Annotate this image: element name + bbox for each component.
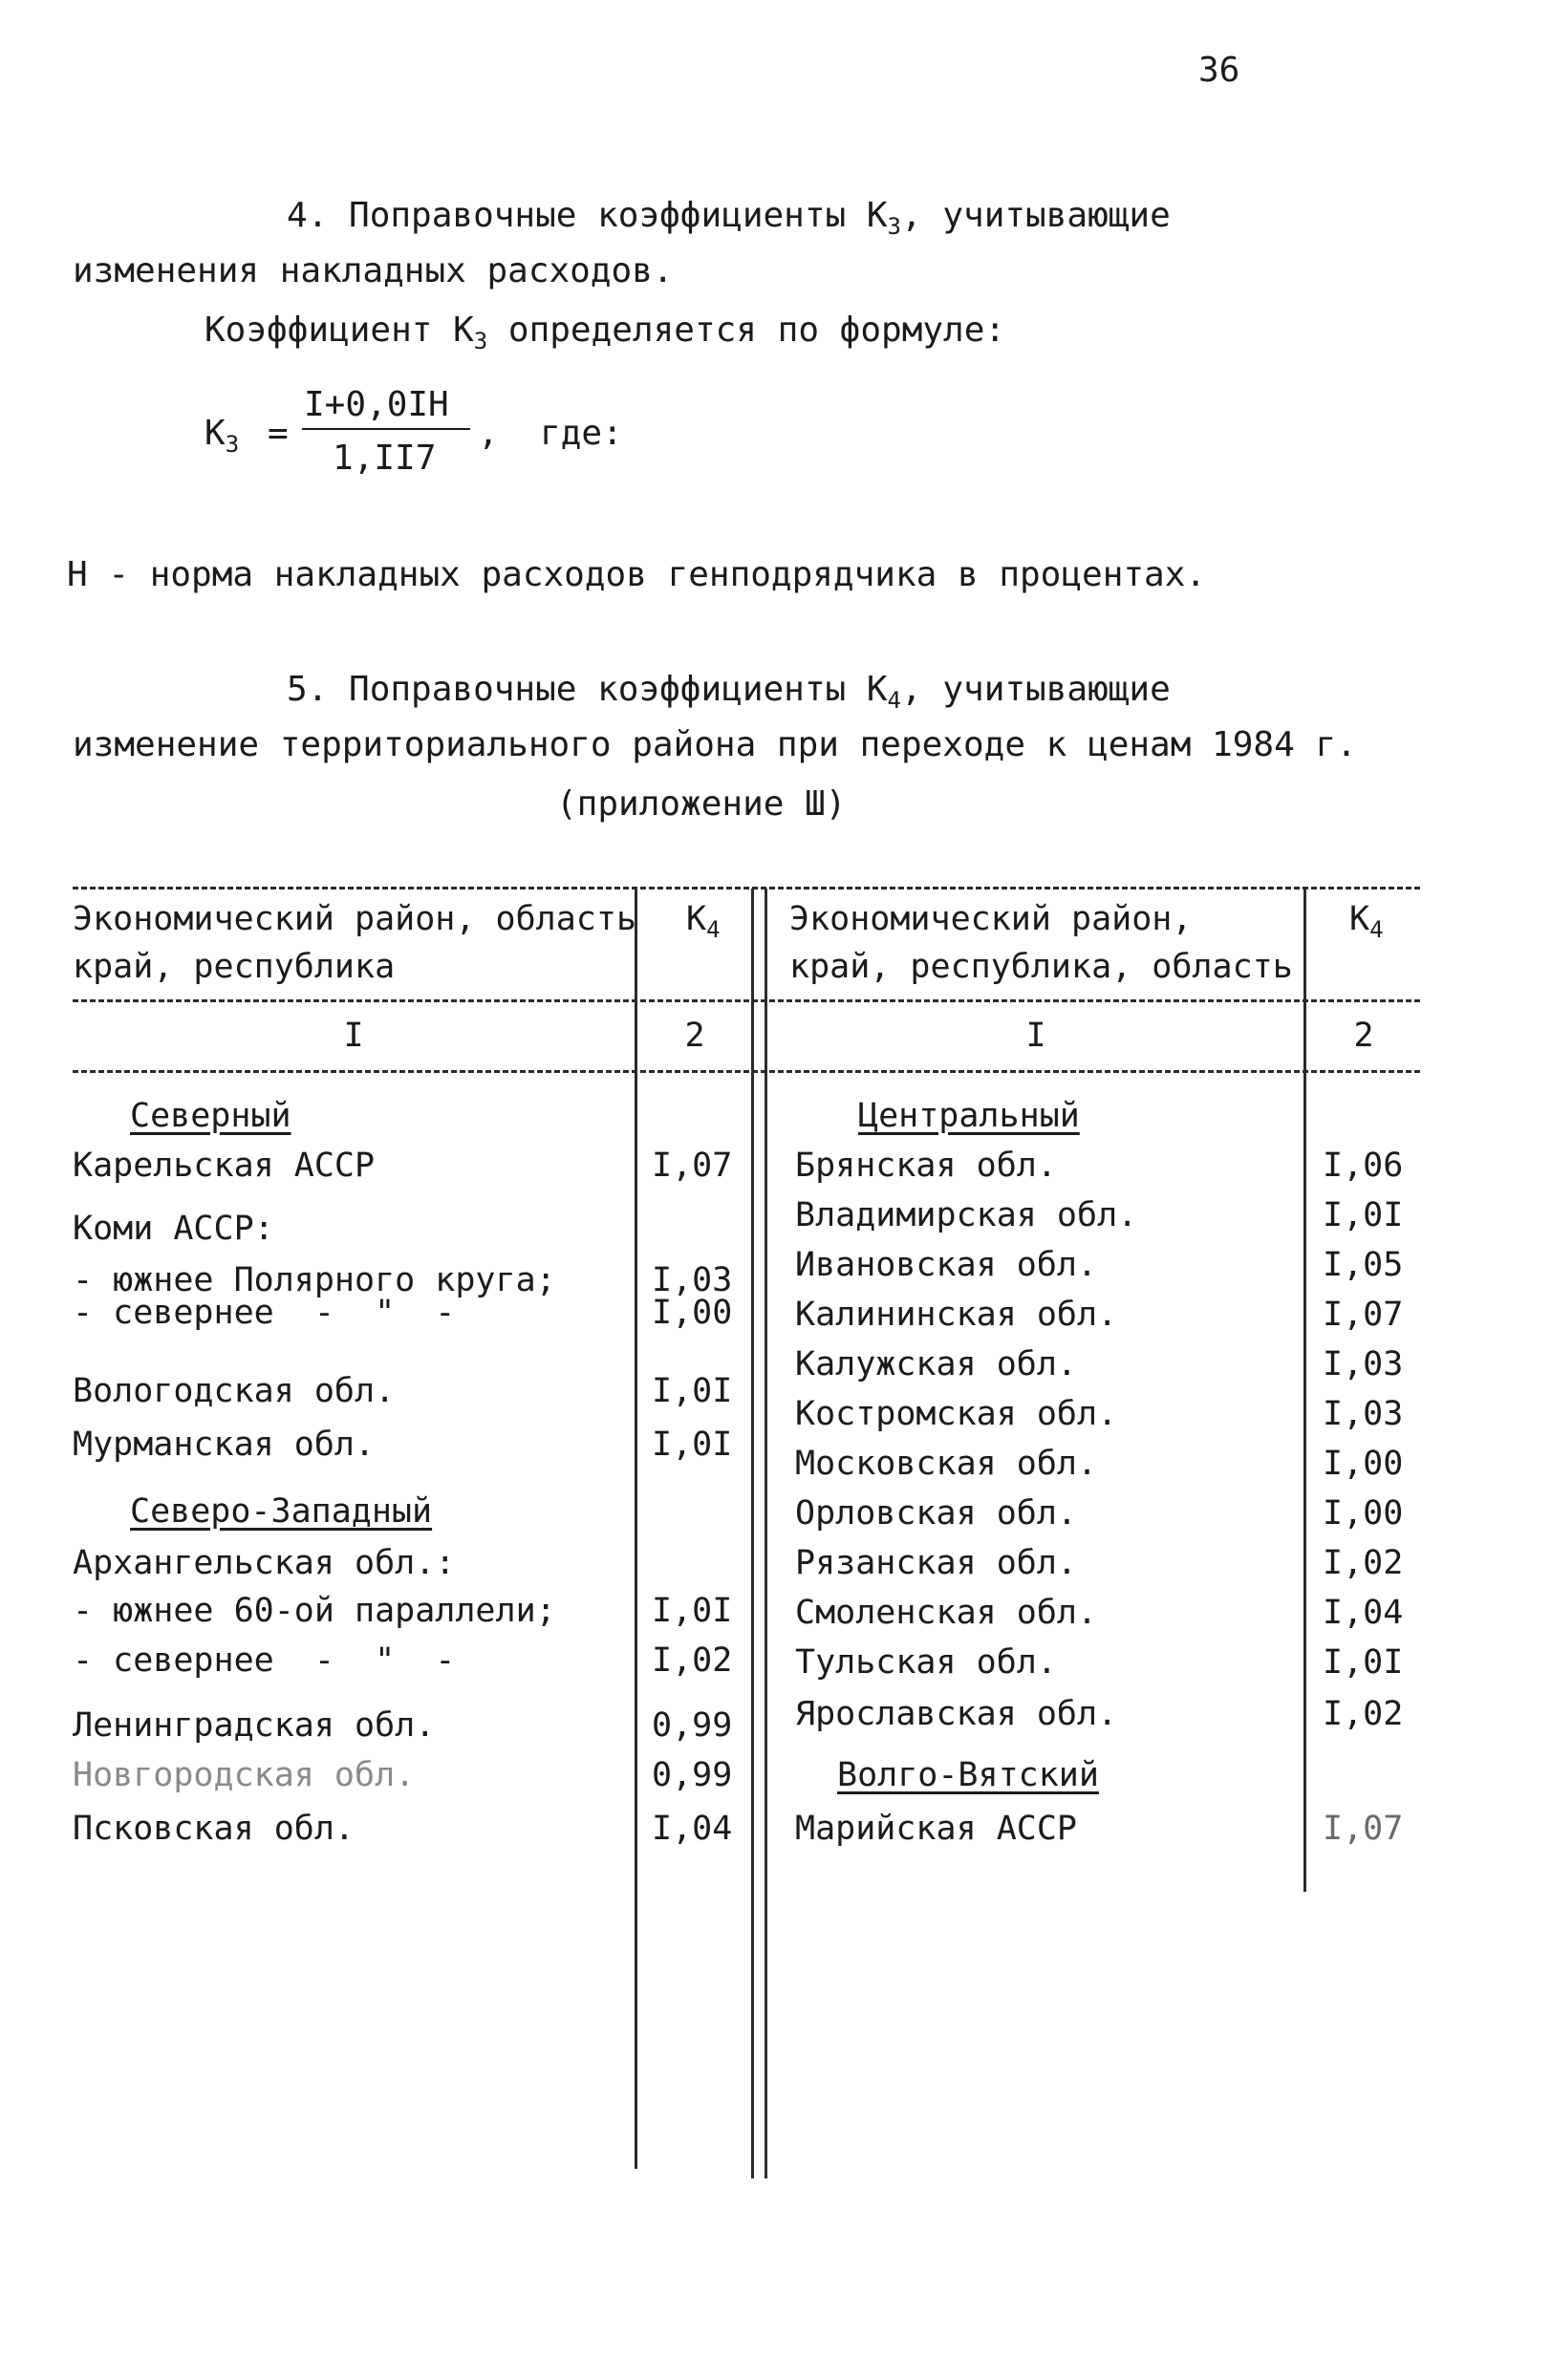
table-top-rule <box>73 887 1420 890</box>
right-row-name: Орловская обл. <box>795 1494 1078 1533</box>
section5-heading-tail: , учитывающие <box>901 670 1171 709</box>
left-row-value: I,0I <box>652 1592 733 1630</box>
left-row-name: Ленинградская обл. <box>73 1706 436 1745</box>
right-row-value: I,06 <box>1323 1147 1404 1185</box>
left-row-value: 0,99 <box>652 1756 733 1794</box>
left-row-value: I,04 <box>652 1810 733 1848</box>
left-row-name: Мурманская обл. <box>73 1426 376 1464</box>
page-number: 36 <box>1198 51 1240 90</box>
right-row-value: I,04 <box>1323 1594 1404 1632</box>
right-region-heading: Центральный <box>858 1097 1080 1135</box>
right-header-col1-line2: край, республика, область <box>789 948 1293 986</box>
colnum-2: 2 <box>684 1017 705 1055</box>
right-header-col1-line1: Экономический район, <box>789 900 1193 938</box>
left-row-value: I,07 <box>652 1147 733 1185</box>
right-value-divider <box>1303 889 1306 1892</box>
left-row-name: Вологодская обл. <box>73 1372 396 1410</box>
left-row-name: Псковская обл. <box>73 1810 355 1848</box>
right-row-name: Тульская обл. <box>795 1643 1057 1682</box>
left-row-name: - южнее 60-ой параллели; <box>73 1592 556 1630</box>
right-row-name: Рязанская обл. <box>795 1544 1078 1582</box>
right-row-value: I,0I <box>1323 1196 1404 1234</box>
section4-line2: изменения накладных расходов. <box>73 251 674 290</box>
k3-subscript-2: 3 <box>473 328 488 354</box>
table-colnum-rule <box>73 1070 1420 1073</box>
right-header-k: К <box>1349 900 1370 938</box>
left-row-value: 0,99 <box>652 1706 733 1745</box>
left-row-value: I,0I <box>652 1372 733 1410</box>
left-row-value: I,0I <box>652 1426 733 1464</box>
k3-subscript: 3 <box>887 213 901 240</box>
section4-heading <box>287 195 1171 247</box>
right-row-value: I,03 <box>1323 1345 1404 1383</box>
left-region-heading: Северный <box>130 1097 291 1135</box>
left-row-name: Новгородская обл. <box>73 1756 416 1794</box>
formula-where: , где: <box>478 414 623 453</box>
left-region-heading: Северо-Западный <box>130 1492 433 1531</box>
appendix-note: (приложение Ш) <box>556 784 847 824</box>
right-row-value: I,07 <box>1323 1296 1404 1334</box>
right-row-value: I,03 <box>1323 1395 1404 1433</box>
right-row-name: Московская обл. <box>795 1445 1098 1483</box>
section4-heading-text: 4. Поправочные коэффициенты К <box>287 196 888 235</box>
left-row-name: - севернее - " - <box>73 1641 456 1680</box>
right-row-name: Калужская обл. <box>795 1345 1078 1383</box>
right-row-name: Марийская АССР <box>795 1810 1078 1848</box>
right-region-heading: Волго-Вятский <box>837 1756 1099 1794</box>
right-row-name: Смоленская обл. <box>795 1594 1098 1632</box>
left-row-name: - севернее - " - <box>73 1294 456 1332</box>
section4-line3 <box>205 310 1005 362</box>
left-row-value: I,00 <box>652 1294 733 1332</box>
table-header-rule <box>73 999 1420 1002</box>
left-value-divider <box>635 889 637 2169</box>
formula-lhs <box>205 413 239 465</box>
right-row-name: Калининская обл. <box>795 1296 1118 1334</box>
colnum-1: I <box>343 1017 364 1055</box>
section4-heading-tail: , учитывающие <box>901 196 1171 235</box>
right-row-name: Брянская обл. <box>795 1147 1057 1185</box>
section4-line3-tail: определяется по формуле: <box>487 311 1006 350</box>
right-row-value: I,00 <box>1323 1445 1404 1483</box>
right-row-value: I,00 <box>1323 1494 1404 1533</box>
center-divider-a <box>751 889 754 2178</box>
left-header-col1-line1: Экономический район, область <box>73 900 637 938</box>
left-row-name: Коми АССР: <box>73 1210 274 1248</box>
formula-numerator: I+0,0IН <box>304 385 449 424</box>
right-row-value: I,05 <box>1323 1246 1404 1284</box>
left-row-value: I,02 <box>652 1641 733 1680</box>
section4-line3-text: Коэффициент К <box>205 311 474 350</box>
right-header-k4 <box>1349 898 1384 951</box>
left-row-name: - южнее Полярного круга; <box>73 1261 556 1299</box>
right-row-value: I,07 <box>1323 1810 1404 1848</box>
right-row-name: Владимирская обл. <box>795 1196 1138 1234</box>
k4-subscript: 4 <box>887 687 901 714</box>
overhead-definition: Н - норма накладных расходов генподрядчика в процентах. <box>67 555 1207 594</box>
formula-k-sub: 3 <box>225 431 240 458</box>
right-row-name: Ивановская обл. <box>795 1246 1098 1284</box>
right-row-value: I,02 <box>1323 1695 1404 1733</box>
right-row-name: Костромская обл. <box>795 1395 1118 1433</box>
left-header-k-sub: 4 <box>706 916 721 943</box>
left-header-k4 <box>686 898 721 951</box>
left-header-k: К <box>686 900 707 938</box>
section5-heading-text: 5. Поправочные коэффициенты К <box>287 670 888 709</box>
right-row-name: Ярославская обл. <box>795 1695 1118 1733</box>
formula-denominator: 1,II7 <box>333 439 437 478</box>
right-row-value: I,02 <box>1323 1544 1404 1582</box>
fraction-bar <box>302 428 470 430</box>
left-row-name: Архангельская обл.: <box>73 1544 456 1582</box>
section5-line2: изменение территориального района при переходе к ценам 1984 г. <box>73 725 1357 764</box>
left-row-name: Карельская АССР <box>73 1147 376 1185</box>
formula-k: К <box>205 414 226 453</box>
center-divider-b <box>765 889 767 2178</box>
left-header-col1-line2: край, республика <box>73 948 396 986</box>
formula-equals: = <box>268 414 289 453</box>
colnum-4: 2 <box>1353 1017 1374 1055</box>
right-row-value: I,0I <box>1323 1643 1404 1682</box>
section5-heading <box>287 669 1171 721</box>
colnum-3: I <box>1025 1017 1046 1055</box>
right-header-k-sub: 4 <box>1369 916 1384 943</box>
left-row-value: I,03 <box>652 1261 733 1299</box>
